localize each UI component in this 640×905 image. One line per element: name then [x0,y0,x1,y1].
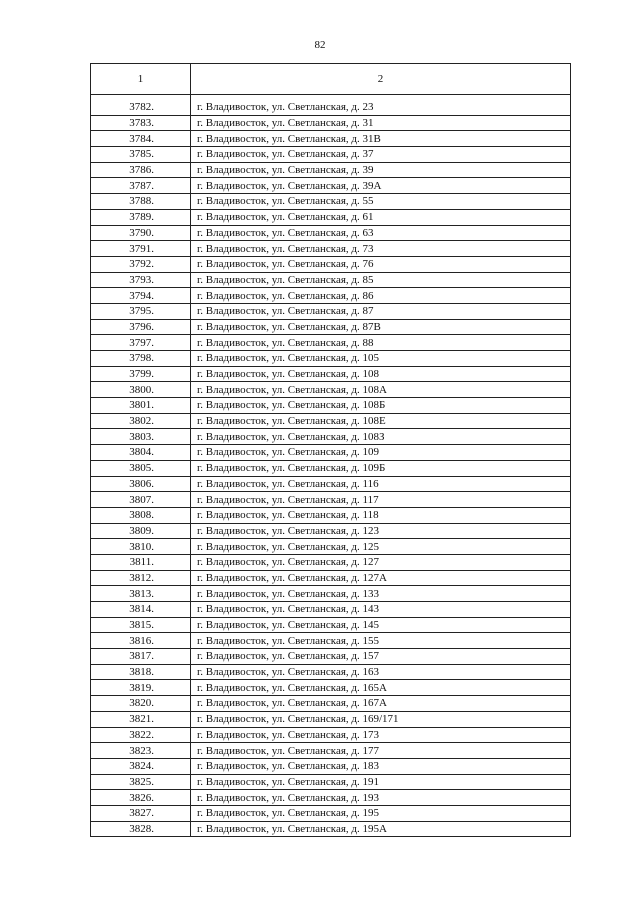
address-cell: г. Владивосток, ул. Светланская, д. 143 [191,602,571,618]
address-cell: г. Владивосток, ул. Светланская, д. 88 [191,335,571,351]
row-number-cell: 3817. [91,649,191,665]
address-cell: г. Владивосток, ул. Светланская, д. 183 [191,758,571,774]
address-table [90,63,571,837]
table-row [91,790,571,806]
row-number-cell: 3812. [91,570,191,586]
table-row [91,194,571,210]
row-number-cell: 3828. [91,821,191,837]
address-cell: г. Владивосток, ул. Светланская, д. 165А [191,680,571,696]
row-number-cell: 3826. [91,790,191,806]
row-number-cell: 3797. [91,335,191,351]
table-row [91,680,571,696]
row-number-cell: 3814. [91,602,191,618]
address-cell: г. Владивосток, ул. Светланская, д. 195 [191,805,571,821]
table-body [91,95,571,837]
table-row [91,413,571,429]
table-row [91,617,571,633]
address-cell: г. Владивосток, ул. Светланская, д. 173 [191,727,571,743]
row-number-cell: 3824. [91,758,191,774]
row-number-cell: 3790. [91,225,191,241]
row-number-cell: 3798. [91,351,191,367]
table-row [91,335,571,351]
table-row [91,382,571,398]
address-cell: г. Владивосток, ул. Светланская, д. 37 [191,147,571,163]
table-row [91,664,571,680]
address-cell: г. Владивосток, ул. Светланская, д. 61 [191,209,571,225]
address-cell: г. Владивосток, ул. Светланская, д. 31В [191,131,571,147]
column-header-number: 1 [91,64,191,95]
table-row [91,288,571,304]
row-number-cell: 3810. [91,539,191,555]
table-row [91,209,571,225]
table-row [91,586,571,602]
row-number-cell: 3806. [91,476,191,492]
address-cell: г. Владивосток, ул. Светланская, д. 155 [191,633,571,649]
row-number-cell: 3823. [91,743,191,759]
row-number-cell: 3821. [91,711,191,727]
address-cell: г. Владивосток, ул. Светланская, д. 116 [191,476,571,492]
row-number-cell: 3784. [91,131,191,147]
address-cell: г. Владивосток, ул. Светланская, д. 133 [191,586,571,602]
table-row [91,460,571,476]
header-row [91,64,571,95]
row-number-cell: 3816. [91,633,191,649]
row-number-cell: 3827. [91,805,191,821]
table-row [91,774,571,790]
address-cell: г. Владивосток, ул. Светланская, д. 39 [191,162,571,178]
address-cell: г. Владивосток, ул. Светланская, д. 86 [191,288,571,304]
table-row [91,303,571,319]
row-number-cell: 3795. [91,303,191,319]
table-row [91,131,571,147]
row-number-cell: 3811. [91,554,191,570]
address-cell: г. Владивосток, ул. Светланская, д. 87 [191,303,571,319]
column-header-address: 2 [191,64,571,95]
table-row [91,366,571,382]
row-number-cell: 3818. [91,664,191,680]
address-cell: г. Владивосток, ул. Светланская, д. 73 [191,241,571,257]
row-number-cell: 3796. [91,319,191,335]
address-cell: г. Владивосток, ул. Светланская, д. 117 [191,492,571,508]
address-cell: г. Владивосток, ул. Светланская, д. 108А [191,382,571,398]
table-row [91,523,571,539]
address-cell: г. Владивосток, ул. Светланская, д. 177 [191,743,571,759]
table-row [91,398,571,414]
row-number-cell: 3805. [91,460,191,476]
row-number-cell: 3802. [91,413,191,429]
table-row [91,727,571,743]
address-cell: г. Владивосток, ул. Светланская, д. 63 [191,225,571,241]
address-cell: г. Владивосток, ул. Светланская, д. 31 [191,115,571,131]
table-header [91,64,571,95]
row-number-cell: 3815. [91,617,191,633]
row-number-cell: 3791. [91,241,191,257]
address-cell: г. Владивосток, ул. Светланская, д. 163 [191,664,571,680]
row-number-cell: 3785. [91,147,191,163]
row-number-cell: 3794. [91,288,191,304]
address-cell: г. Владивосток, ул. Светланская, д. 108 [191,366,571,382]
address-cell: г. Владивосток, ул. Светланская, д. 169/171 [191,711,571,727]
row-number-cell: 3807. [91,492,191,508]
table-row [91,492,571,508]
table-row [91,743,571,759]
row-number-cell: 3808. [91,507,191,523]
address-cell: г. Владивосток, ул. Светланская, д. 108Б [191,398,571,414]
address-cell: г. Владивосток, ул. Светланская, д. 109 [191,445,571,461]
table-row [91,554,571,570]
table-row [91,602,571,618]
table-row [91,821,571,837]
address-cell: г. Владивосток, ул. Светланская, д. 55 [191,194,571,210]
address-cell: г. Владивосток, ул. Светланская, д. 123 [191,523,571,539]
table-row [91,272,571,288]
table-row [91,711,571,727]
table-row [91,225,571,241]
address-cell: г. Владивосток, ул. Светланская, д. 108З [191,429,571,445]
row-number-cell: 3787. [91,178,191,194]
row-number-cell: 3819. [91,680,191,696]
table-row [91,351,571,367]
page-number: 82 [314,39,326,51]
address-cell: г. Владивосток, ул. Светланская, д. 105 [191,351,571,367]
row-number-cell: 3825. [91,774,191,790]
address-cell: г. Владивосток, ул. Светланская, д. 23 [191,100,571,115]
table-row [91,241,571,257]
table-row [91,649,571,665]
address-cell: г. Владивосток, ул. Светланская, д. 145 [191,617,571,633]
row-number-cell: 3822. [91,727,191,743]
table-row [91,696,571,712]
table-row [91,507,571,523]
row-number-cell: 3782. [91,100,191,115]
row-number-cell: 3820. [91,696,191,712]
table-row [91,256,571,272]
address-cell: г. Владивосток, ул. Светланская, д. 195А [191,821,571,837]
row-number-cell: 3803. [91,429,191,445]
address-cell: г. Владивосток, ул. Светланская, д. 39А [191,178,571,194]
address-cell: г. Владивосток, ул. Светланская, д. 191 [191,774,571,790]
row-number-cell: 3789. [91,209,191,225]
table-row [91,476,571,492]
table-row [91,758,571,774]
address-cell: г. Владивосток, ул. Светланская, д. 157 [191,649,571,665]
row-number-cell: 3799. [91,366,191,382]
table-row [91,147,571,163]
address-cell: г. Владивосток, ул. Светланская, д. 109Б [191,460,571,476]
row-number-cell: 3783. [91,115,191,131]
table-row [91,100,571,115]
address-cell: г. Владивосток, ул. Светланская, д. 193 [191,790,571,806]
address-cell: г. Владивосток, ул. Светланская, д. 76 [191,256,571,272]
address-cell: г. Владивосток, ул. Светланская, д. 108Е [191,413,571,429]
row-number-cell: 3788. [91,194,191,210]
row-number-cell: 3800. [91,382,191,398]
row-number-cell: 3813. [91,586,191,602]
table-row [91,445,571,461]
row-number-cell: 3801. [91,398,191,414]
table-row [91,429,571,445]
table-row [91,570,571,586]
address-cell: г. Владивосток, ул. Светланская, д. 167А [191,696,571,712]
address-cell: г. Владивосток, ул. Светланская, д. 127А [191,570,571,586]
table-row [91,162,571,178]
table-row [91,319,571,335]
row-number-cell: 3786. [91,162,191,178]
row-number-cell: 3804. [91,445,191,461]
address-cell: г. Владивосток, ул. Светланская, д. 125 [191,539,571,555]
table-row [91,178,571,194]
address-cell: г. Владивосток, ул. Светланская, д. 87В [191,319,571,335]
address-cell: г. Владивосток, ул. Светланская, д. 127 [191,554,571,570]
table-row [91,633,571,649]
row-number-cell: 3793. [91,272,191,288]
row-number-cell: 3792. [91,256,191,272]
row-number-cell: 3809. [91,523,191,539]
address-cell: г. Владивосток, ул. Светланская, д. 85 [191,272,571,288]
table-row [91,539,571,555]
table-row [91,805,571,821]
address-cell: г. Владивосток, ул. Светланская, д. 118 [191,507,571,523]
table-row [91,115,571,131]
